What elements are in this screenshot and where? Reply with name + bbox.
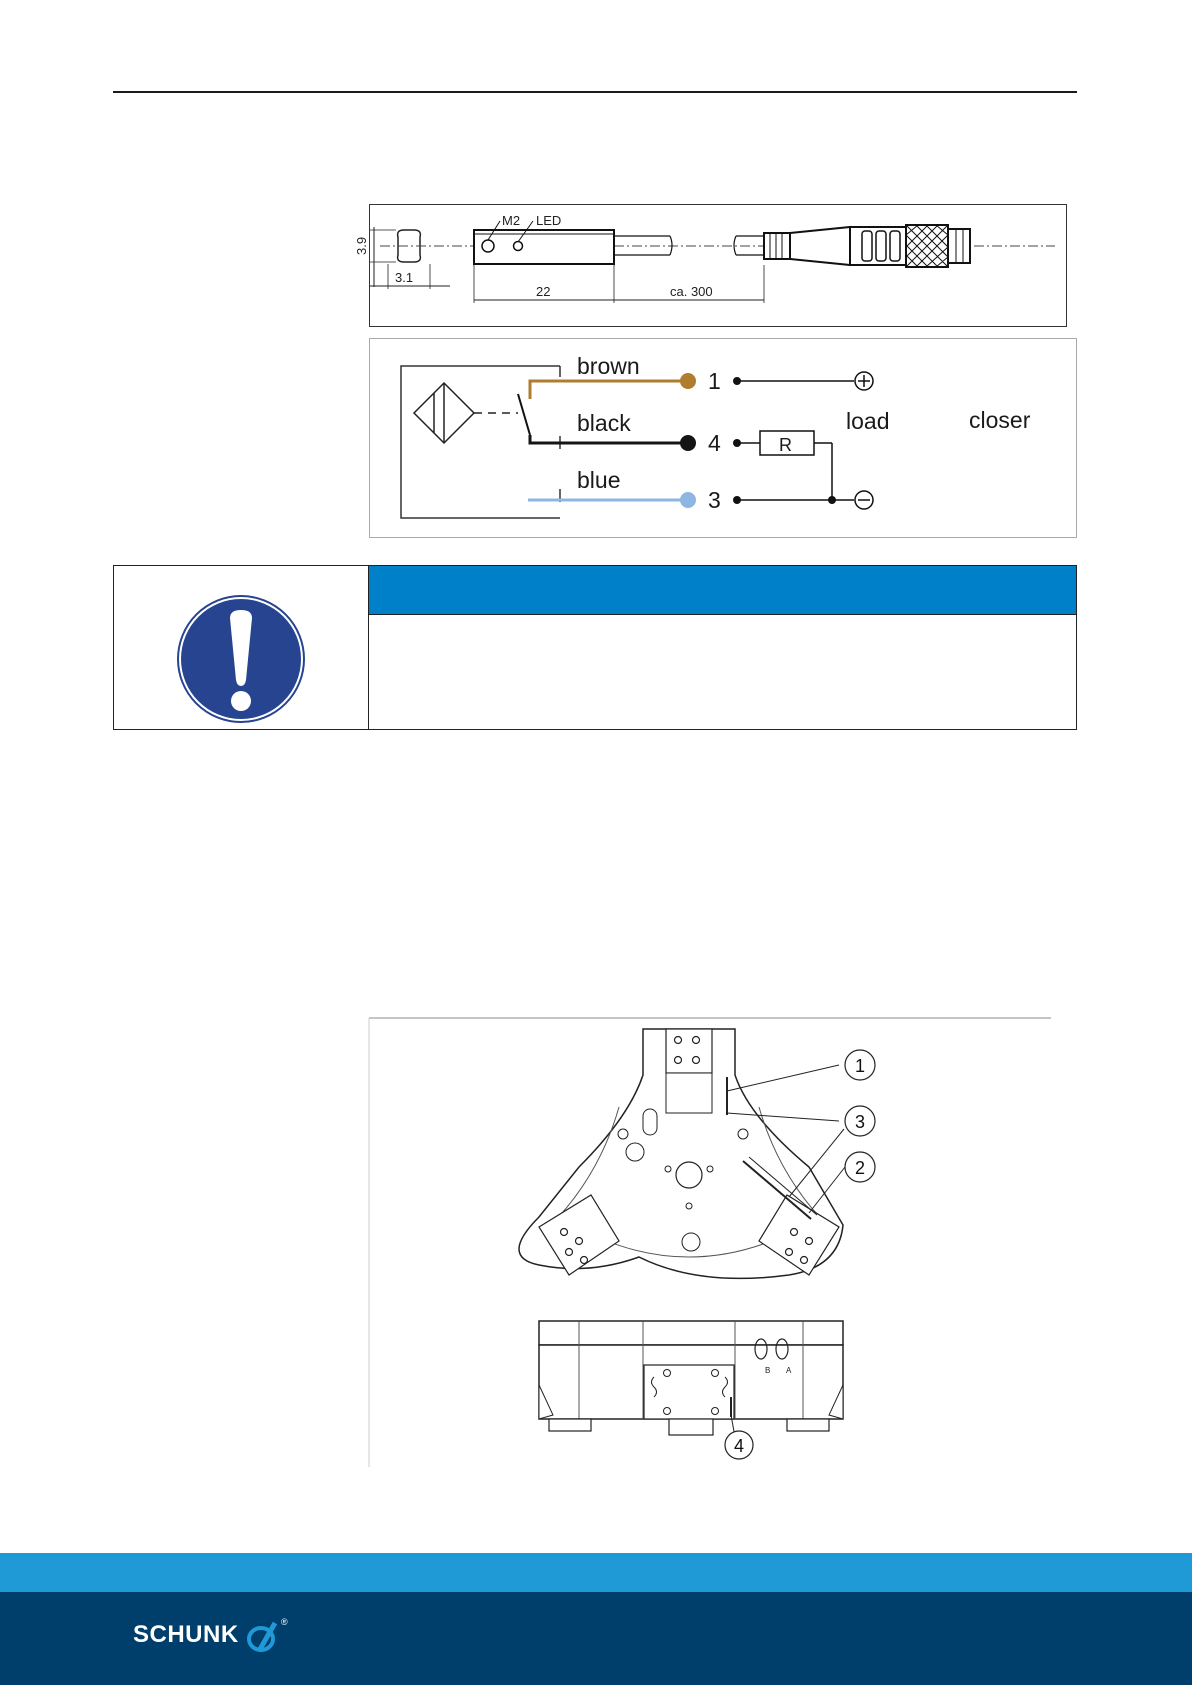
wiring-diagram-svg bbox=[370, 339, 1076, 537]
port-label-a: A bbox=[786, 1366, 792, 1375]
pin-4-label: 4 bbox=[708, 430, 721, 456]
header-rule bbox=[113, 91, 1077, 93]
callout-1: 1 bbox=[855, 1056, 866, 1076]
sensor-dimension-drawing bbox=[354, 204, 1067, 327]
closer-label: closer bbox=[969, 407, 1031, 433]
resistor-label: R bbox=[779, 435, 792, 455]
port-label-b: B bbox=[765, 1366, 771, 1375]
label-m2: M2 bbox=[502, 213, 521, 228]
callout-3: 3 bbox=[855, 1112, 866, 1132]
wire-label-black: black bbox=[577, 410, 631, 436]
label-led: LED bbox=[536, 213, 562, 228]
brand-logo bbox=[133, 1617, 303, 1657]
dim-length-label: 22 bbox=[536, 284, 551, 299]
gripper-drawing bbox=[369, 1017, 1051, 1467]
brand-registered-mark: ® bbox=[281, 1617, 288, 1627]
dim-height-label: 3.9 bbox=[354, 236, 369, 255]
wiring-diagram bbox=[369, 338, 1077, 538]
brand-name: SCHUNK bbox=[133, 1621, 239, 1648]
sensor-dimension-svg bbox=[354, 205, 1066, 326]
callout-4: 4 bbox=[734, 1436, 745, 1456]
notice-box bbox=[113, 565, 1077, 730]
load-label: load bbox=[846, 408, 890, 434]
dim-cable-label: ca. 300 bbox=[670, 284, 713, 299]
dim-width-label: 3.1 bbox=[395, 270, 414, 285]
pin-1-label: 1 bbox=[708, 368, 721, 394]
gripper-drawing-svg bbox=[369, 1017, 1051, 1467]
notice-body bbox=[369, 615, 1076, 729]
callout-2: 2 bbox=[855, 1158, 866, 1178]
wire-label-brown: brown bbox=[577, 353, 640, 379]
pin-3-label: 3 bbox=[708, 487, 721, 513]
exclamation-icon bbox=[176, 594, 306, 724]
footer-accent-band bbox=[0, 1553, 1192, 1592]
notice-icon-cell bbox=[114, 566, 369, 729]
wire-label-blue: blue bbox=[577, 467, 621, 493]
notice-header-bar bbox=[369, 566, 1076, 615]
